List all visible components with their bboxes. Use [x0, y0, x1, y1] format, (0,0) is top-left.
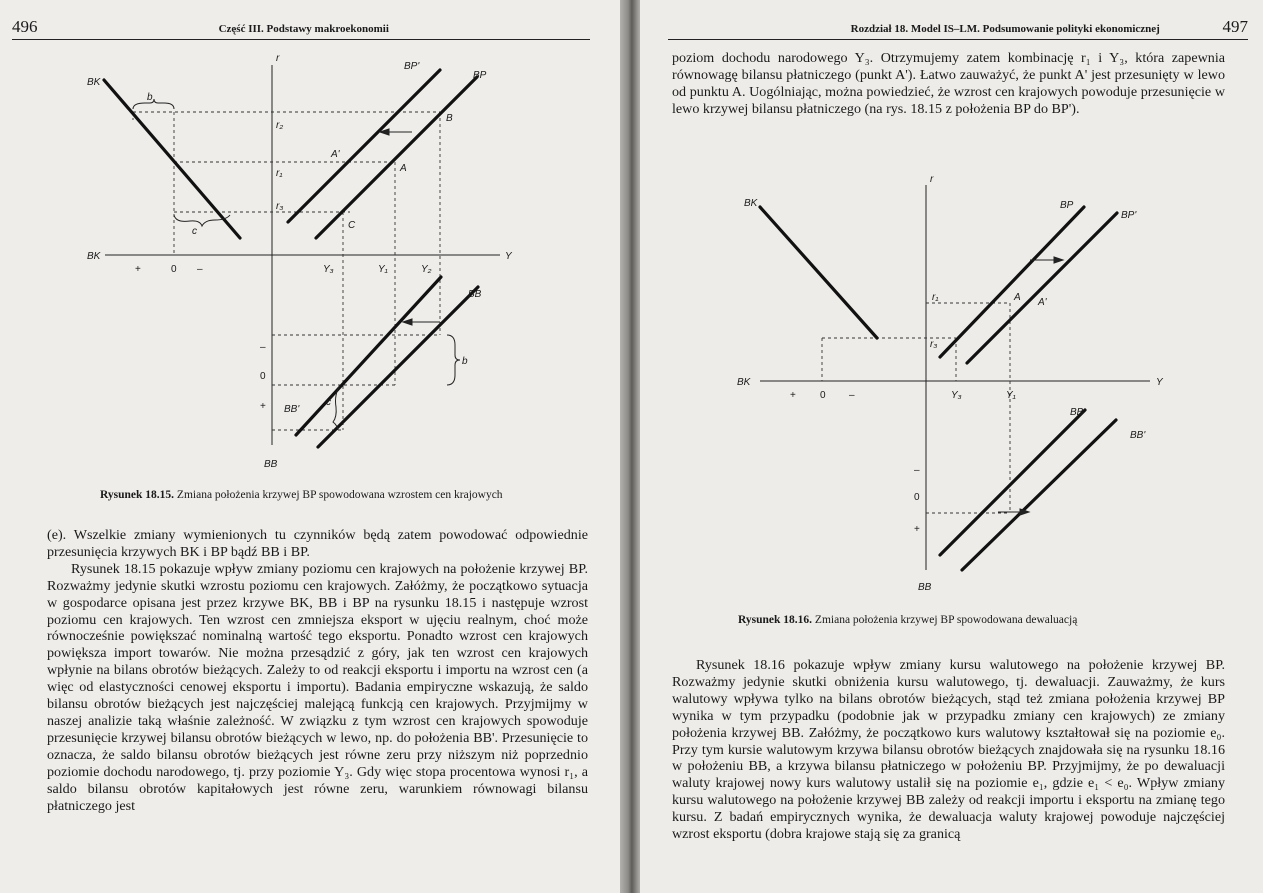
- axis-label-r: r: [930, 174, 934, 185]
- brace-label-c-vertical: c: [326, 397, 331, 408]
- point-label-a: A: [400, 163, 407, 174]
- tick-label-r1: r₁: [276, 168, 283, 179]
- sign-plus-vertical: +: [914, 524, 920, 535]
- sign-minus-vertical: –: [260, 342, 266, 353]
- axis-label-bb: BB: [918, 582, 932, 593]
- paragraph: Rysunek 18.16 pokazuje wpływ zmiany kursu walutowego na położenie krzywej BP. Rozważmy jedynie skutki obniżenia kursu walutowego, tj. dewaluacji. Zauważmy, że kurs walutowy wpływa tylko na bilans obrotów bieżących, stąd też zmiana położenia krzywej BP wynika w tym przypadku (podobnie jak w przypadku zmiany cen krajowych) ze zmiany położenia krzywej BB. Załóżmy, że początkowo kurs walutowy kształtował się na poziomie e₀. Przy tym kursie walutowym krzywa bilansu obrotów bieżących znajdowała się na rysunku 18.16 w położeniu BB, a krzywa bilansu płatniczego w położeniu BP. Przyjmijmy, że po dewaluacji waluty krajowej nowy kurs walutowy ustalił się na poziomie e₁, gdzie e₁ < e₀. Wpływ zmiany kursu walutowego na położenie krzywej BB zależy od reakcji importu i eksportu na zmianę tego kursu. Z badań empirycznych wynika, że dewaluacja waluty krajowej powoduje najczęściej wzrost eksportu (dobra krajowe stają się za granicą: [672, 657, 1225, 843]
- sign-minus-vertical: –: [914, 465, 920, 476]
- running-title: Część III. Podstawy makroekonomii: [218, 23, 389, 35]
- sign-plus: +: [790, 390, 796, 401]
- tick-label-y1: Y₁: [378, 264, 388, 275]
- curve-label-bk: BK: [744, 198, 758, 209]
- axis-label-r: r: [276, 53, 280, 64]
- axis-label-bk: BK: [87, 251, 101, 262]
- sign-plus-vertical: +: [260, 401, 266, 412]
- figure-18-16: [640, 170, 1263, 600]
- tick-label-r2: r₂: [276, 120, 284, 131]
- axis-label-y: Y: [1156, 377, 1163, 388]
- page-number: 496: [12, 17, 38, 36]
- curve-label-bp-prime: BP': [404, 61, 420, 72]
- left-page: [0, 0, 620, 893]
- origin-zero: 0: [171, 264, 177, 275]
- curve-label-bb: BB: [468, 289, 482, 300]
- paragraph: Rysunek 18.15 pokazuje wpływ zmiany poziomu cen krajowych na położenie krzywej BP. Rozważmy jedynie skutki wzrostu poziomu cen krajowych. Załóżmy, że początkowo sytuacja w gospodarce opisana jest przez krzywe BK, BB i BP na rysunku 18.15 i następuje wzrost poziomu cen krajowych. Ten wzrost cen zmniejsza eksport w ujęciu realnym, choć może równocześnie powiększać nominalną wartość tego eksportu. Ponadto wzrost cen krajowych powiększa import towarów. Nie można przesądzić z góry, jak ten wzrost cen krajowych wpłynie na bilans obrotów bieżących. Zależy to od reakcji eksportu i importu na wzrost cen (a więc od elastyczności cenowej eksportu i importu). Badania empiryczne wskazują, że saldo bilansu obrotów bieżących jest najczęściej malejącą funkcją cen krajowych. Przyjmijmy w naszej analizie taką właśnie zależność. W związku z tym wzrost cen krajowych spowoduje przesunięcie krzywej bilansu obrotów bieżących w lewo, np. do położenia BB'. Przesunięcie to oznacza, że saldo bilansu obrotów bieżących jest równe zeru przy niższym niż poprzednio poziomie dochodu narodowego, tj. przy poziomie Y₃. Gdy więc stopa procentowa wynosi r₁, a saldo bilansu obrotów kapitałowych jest równe zeru, warunkiem równowagi bilansu płatniczego jest: [47, 560, 588, 814]
- brace-label-c: c: [192, 226, 197, 237]
- point-label-a-prime: A': [331, 149, 340, 160]
- right-page: [640, 0, 1263, 893]
- point-label-a: A: [1014, 292, 1021, 303]
- curve-label-bb-prime: BB': [284, 404, 300, 415]
- figure-18-15: [0, 45, 620, 485]
- right-bottom-text: [672, 657, 1225, 843]
- point-label-a-prime: A': [1038, 297, 1047, 308]
- brace-label-b-vertical: b: [462, 356, 468, 367]
- running-title: Rozdział 18. Model IS–LM. Podsumowanie polityki ekonomicznej: [850, 23, 1160, 35]
- tick-label-r3: r₃: [930, 339, 938, 350]
- left-body-text: [47, 527, 588, 814]
- caption-number: Rysunek 18.16.: [738, 614, 813, 626]
- curve-label-bp: BP: [473, 70, 487, 81]
- curve-label-bp-prime: BP': [1121, 210, 1137, 221]
- left-page-header: [12, 17, 590, 40]
- paragraph: (e). Wszelkie zmiany wymienionych tu czynników będą zatem powodować odpowiednie przesunięcia krzywych BK i BP bądź BB i BP.: [47, 527, 588, 560]
- point-label-c: C: [348, 220, 356, 231]
- curve-label-bk: BK: [87, 77, 101, 88]
- tick-label-r3: r₃: [276, 201, 284, 212]
- right-top-text: [672, 50, 1225, 118]
- curve-label-bb-prime: BB': [1130, 430, 1146, 441]
- origin-zero: 0: [820, 390, 826, 401]
- tick-label-y1: Y₁: [1006, 390, 1016, 401]
- figure-caption-18-15: [100, 489, 503, 501]
- tick-label-y3: Y₃: [323, 264, 334, 275]
- paragraph: poziom dochodu narodowego Y₃. Otrzymujemy zatem kombinację r₁ i Y₃, która zapewnia równowagę bilansu płatniczego (punkt A'). Łatwo zauważyć, że punkt A' jest przesunięty w lewo od punktu A. Uogólniając, można powiedzieć, że wzrost cen krajowych powoduje przesunięcie w lewo krzywej bilansu płatniczego (na rys. 18.15 z położenia BP do BP').: [672, 50, 1225, 117]
- sign-plus: +: [135, 264, 141, 275]
- figure-caption-18-16: [738, 614, 1077, 626]
- page-number: 497: [1222, 17, 1248, 36]
- axis-label-y: Y: [505, 251, 512, 262]
- axis-label-bb: BB: [264, 459, 278, 470]
- curve-label-bp: BP: [1060, 200, 1074, 211]
- origin-zero-vertical: 0: [914, 492, 920, 503]
- brace-label-b: b: [147, 92, 153, 103]
- tick-label-y3: Y₃: [951, 390, 962, 401]
- tick-label-r1: r₁: [932, 292, 939, 303]
- origin-zero-vertical: 0: [260, 371, 266, 382]
- caption-text: Zmiana położenia krzywej BP spowodowana dewaluacją: [814, 614, 1078, 626]
- caption-number: Rysunek 18.15.: [100, 489, 175, 501]
- right-page-header: [668, 17, 1248, 40]
- caption-text: Zmiana położenia krzywej BP spowodowana wzrostem cen krajowych: [176, 489, 503, 501]
- curve-label-bb: BB: [1070, 407, 1084, 418]
- point-label-b: B: [446, 113, 453, 124]
- sign-minus: –: [197, 264, 203, 275]
- axis-label-bk: BK: [737, 377, 751, 388]
- tick-label-y2: Y₂: [421, 264, 432, 275]
- sign-minus: –: [849, 390, 855, 401]
